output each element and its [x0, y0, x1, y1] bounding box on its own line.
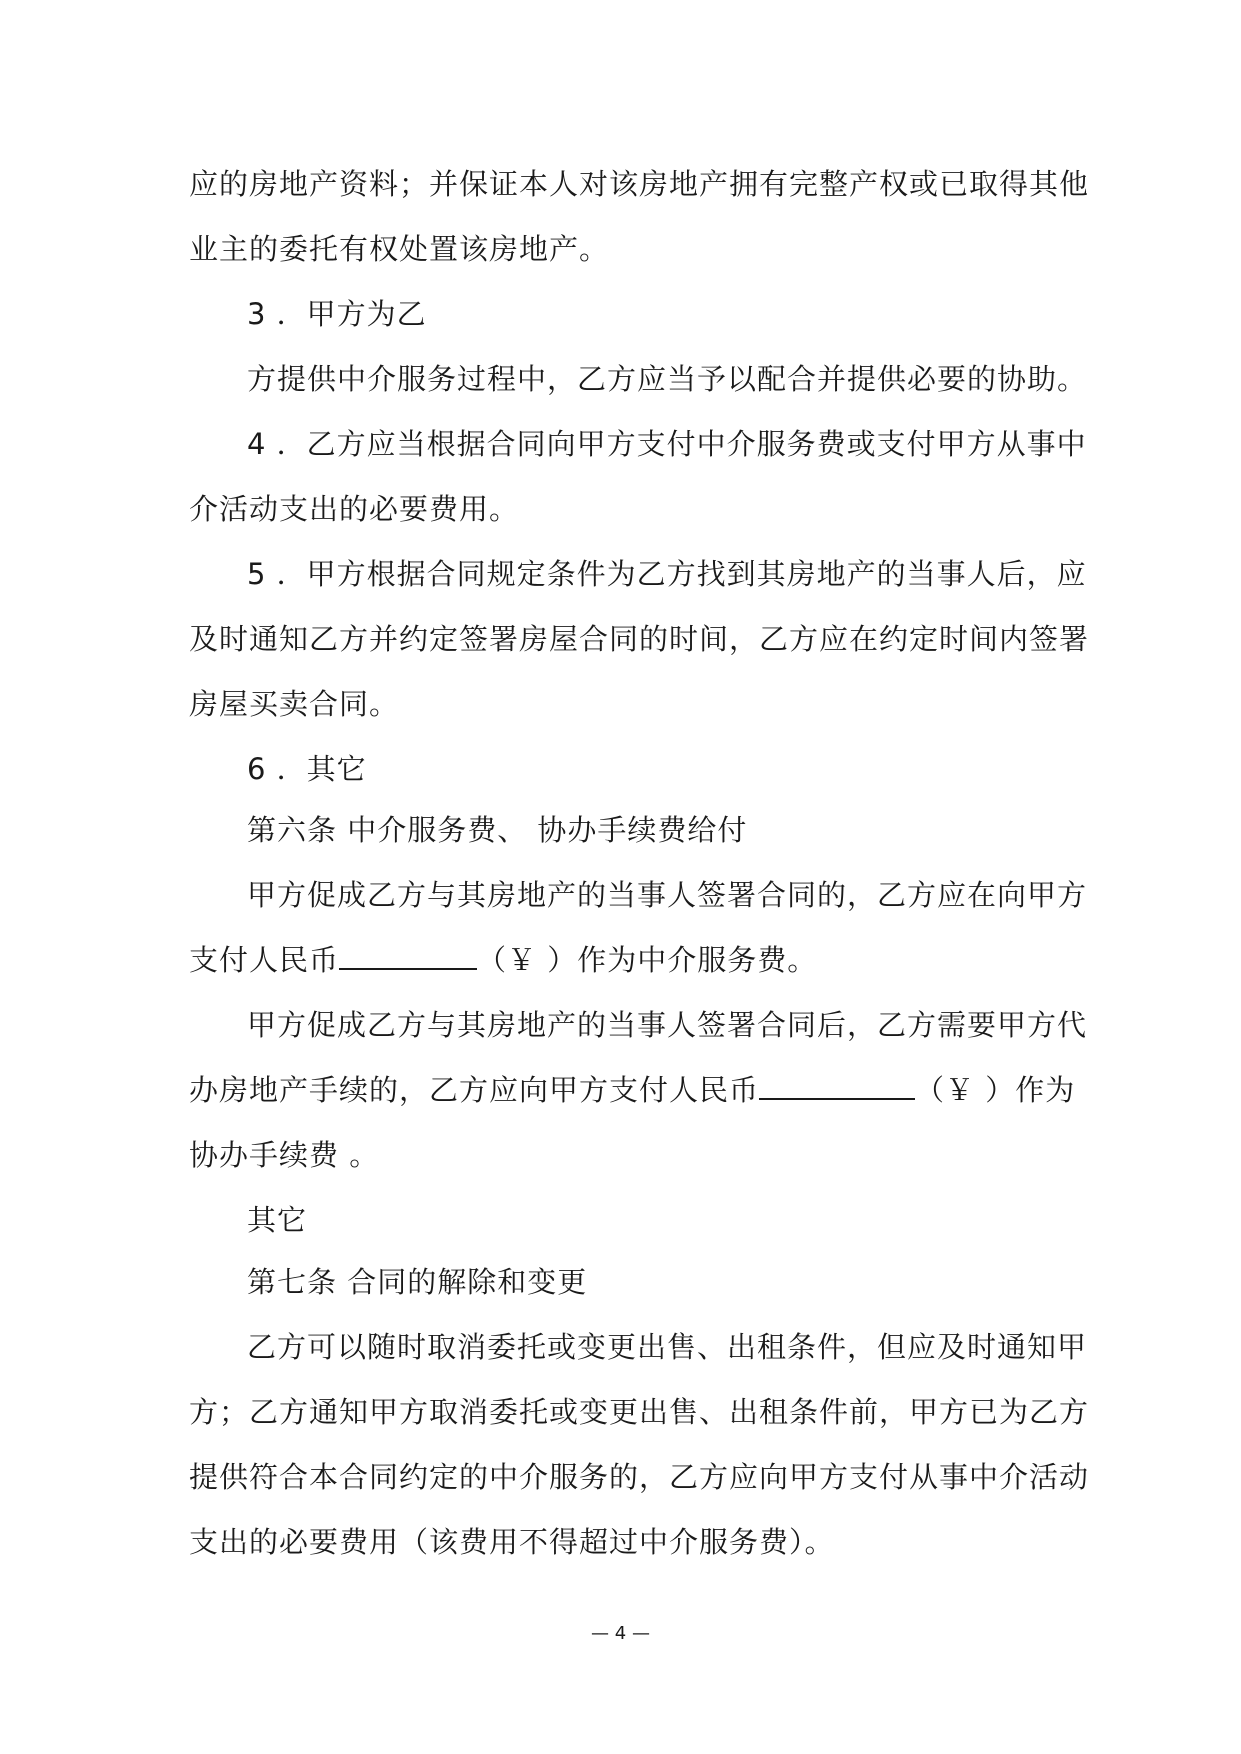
article-6-heading: 第六条 中介服务费、 协办手续费给付 [247, 813, 748, 847]
amount-blank [339, 942, 477, 970]
clause-3-heading: 3 ．甲方为乙 [247, 297, 427, 331]
service-fee-line [189, 940, 817, 980]
text-line: 甲方促成乙方与其房地产的当事人签署合同后，乙方需要甲方代 [247, 1008, 1088, 1042]
text-line: 提供符合本合同约定的中介服务的，乙方应向甲方支付从事中介活动 [189, 1460, 1090, 1494]
clause-5: 5 ．甲方根据合同规定条件为乙方找到其房地产的当事人后，应 [247, 557, 1087, 591]
text-line: 介活动支出的必要费用。 [189, 492, 520, 526]
clause-4: 4 ．乙方应当根据合同向甲方支付中介服务费或支付甲方从事中 [247, 427, 1087, 461]
handling-fee-line [189, 1070, 1075, 1110]
text-line: 应的房地产资料；并保证本人对该房地产拥有完整产权或已取得其他 [189, 167, 1090, 201]
text-segment: （￥ ）作为 [915, 1073, 1076, 1107]
text-line: 及时通知乙方并约定签署房屋合同的时间，乙方应在约定时间内签署 [189, 622, 1090, 656]
text-line: 协办手续费 。 [189, 1138, 380, 1172]
text-line: 乙方可以随时取消委托或变更出售、出租条件，但应及时通知甲 [247, 1330, 1088, 1364]
text-line: 业主的委托有权处置该房地产。 [189, 232, 610, 266]
text-segment: 办房地产手续的，乙方应向甲方支付人民币 [189, 1073, 760, 1107]
text-line: 方；乙方通知甲方取消委托或变更出售、出租条件前，甲方已为乙方 [189, 1395, 1090, 1429]
page-number: — 4 — [591, 1623, 650, 1644]
clause-6: 6 ．其它 [247, 752, 367, 786]
article-7-heading: 第七条 合同的解除和变更 [247, 1265, 588, 1299]
text-line: 甲方促成乙方与其房地产的当事人签署合同的，乙方应在向甲方 [247, 878, 1088, 912]
text-segment: 支付人民币 [189, 943, 340, 977]
text-line: 其它 [247, 1203, 308, 1237]
text-line: 支出的必要费用（该费用不得超过中介服务费）。 [189, 1525, 835, 1559]
text-line: 房屋买卖合同。 [189, 687, 400, 721]
text-line: 方提供中介服务过程中，乙方应当予以配合并提供必要的协助。 [247, 362, 1088, 396]
text-segment: （￥ ）作为中介服务费。 [477, 943, 818, 977]
amount-blank [759, 1072, 915, 1100]
